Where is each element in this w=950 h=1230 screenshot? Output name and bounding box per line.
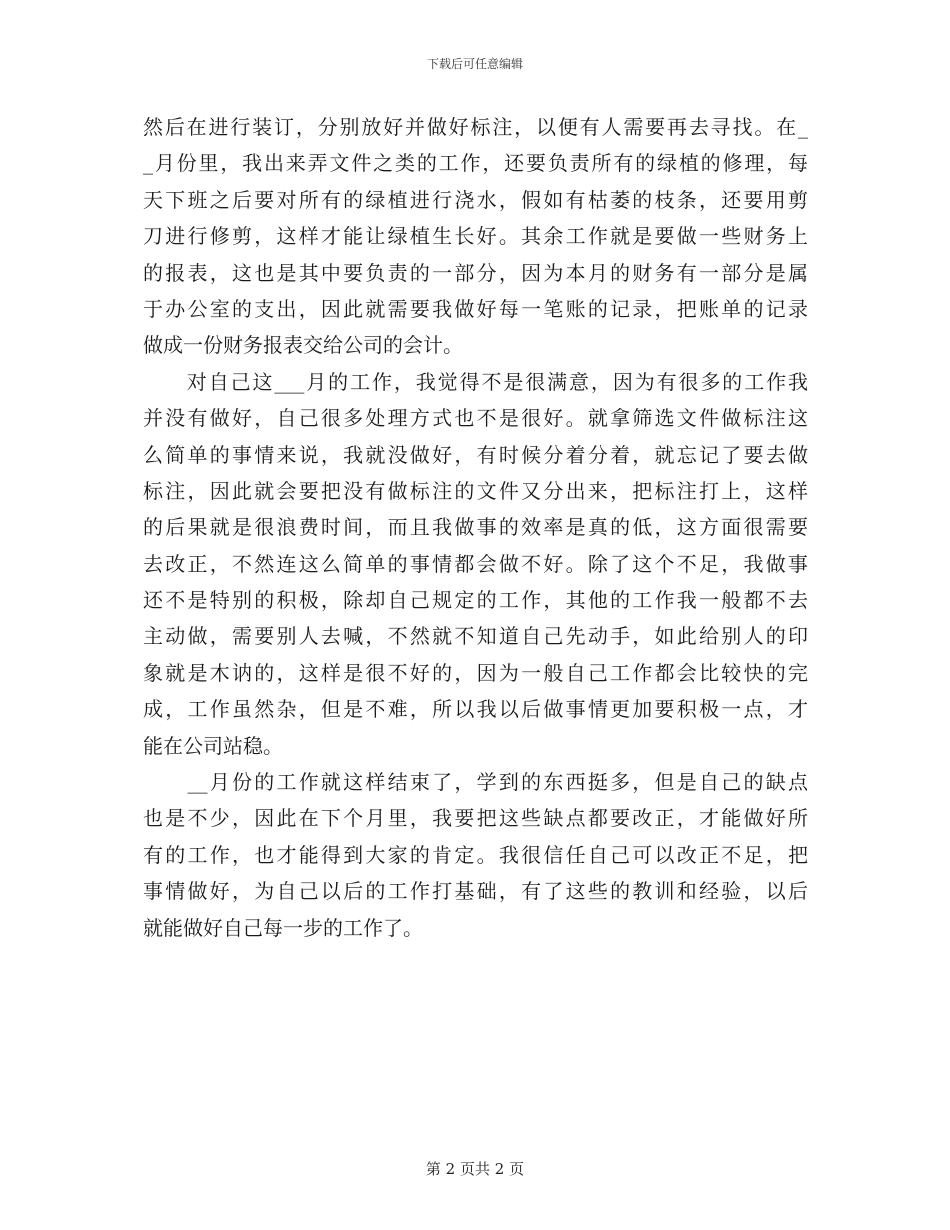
text-line: 么简单的事情来说，我就没做好，有时候分着分着，就忘记了要去做	[143, 442, 808, 467]
text-line: 的报表，这也是其中要负责的一部分，因为本月的财务有一部分是属	[143, 260, 808, 285]
page-footer: 第 2 页共 2 页	[425, 1160, 525, 1178]
text-line: 刀进行修剪，这样才能让绿植生长好。其余工作就是要做一些财务上	[143, 224, 808, 249]
document-body	[143, 109, 808, 946]
text-line: 事情做好，为自己以后的工作打基础，有了这些的教训和经验，以后	[143, 879, 808, 904]
text-line: 成，工作虽然杂，但是不难，所以我以后做事情更加要积极一点，才	[143, 697, 808, 722]
text-line: 然后在进行装订，分别放好并做好标注，以便有人需要再去寻找。在_	[143, 115, 808, 139]
text-line: _月份里，我出来弄文件之类的工作，还要负责所有的绿植的修理，每	[143, 151, 808, 176]
text-line: 对自己这___月的工作，我觉得不是很满意，因为有很多的工作我	[143, 369, 808, 394]
text-line: 的后果就是很浪费时间，而且我做事的效率是真的低，这方面很需要	[143, 515, 808, 540]
text-line: 象就是木讷的，这样是很不好的，因为一般自己工作都会比较快的完	[143, 660, 808, 685]
text-line: 主动做，需要别人去喊，不然就不知道自己先动手，如此给别人的印	[143, 624, 808, 649]
text-line: 做成一份财务报表交给公司的会计。	[143, 333, 463, 358]
text-line: 于办公室的支出，因此就需要我做好每一笔账的记录，把账单的记录	[143, 296, 808, 321]
text-line: 也是不少，因此在下个月里，我要把这些缺点都要改正，才能做好所	[143, 806, 808, 831]
text-line: 天下班之后要对所有的绿植进行浇水，假如有枯萎的枝条，还要用剪	[143, 187, 808, 212]
page-header: 下载后可任意编辑	[426, 57, 523, 71]
text-line: 有的工作，也才能得到大家的肯定。我很信任自己可以改正不足，把	[143, 842, 808, 867]
text-line: __月份的工作就这样结束了，学到的东西挺多，但是自己的缺点	[143, 770, 808, 795]
text-line: 能在公司站稳。	[143, 733, 283, 758]
text-line: 去改正，不然连这么简单的事情都会做不好。除了这个不足，我做事	[143, 551, 808, 576]
text-line: 标注，因此就会要把没有做标注的文件又分出来，把标注打上，这样	[143, 478, 808, 503]
text-line: 还不是特别的积极，除却自己规定的工作，其他的工作我一般都不去	[143, 588, 808, 613]
text-line: 就能做好自己每一步的工作了。	[143, 915, 423, 940]
text-line: 并没有做好，自己很多处理方式也不是很好。就拿筛选文件做标注这	[143, 406, 808, 431]
